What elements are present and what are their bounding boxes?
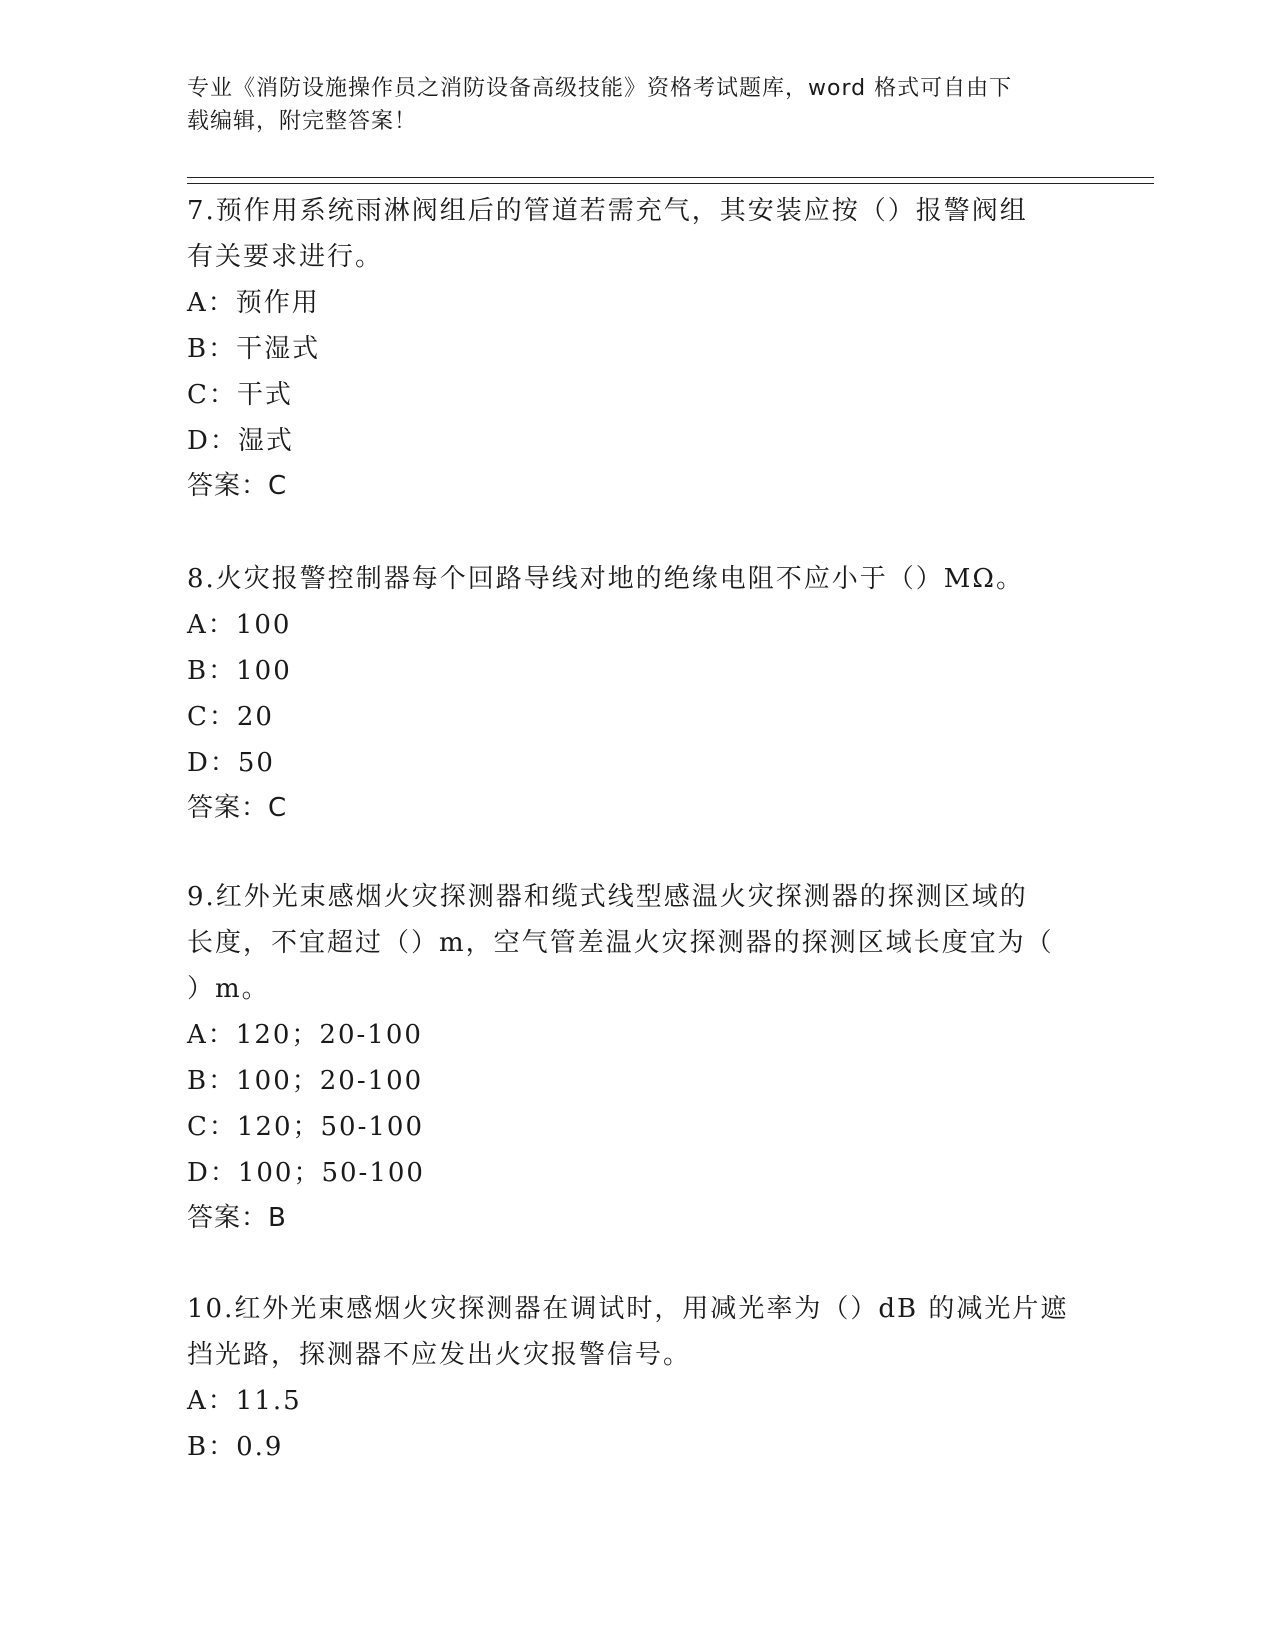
question-stem-line: 9.红外光束感烟火灾探测器和缆式线型感温火灾探测器的探测区域的	[187, 882, 1028, 912]
question-stem-line: 7.预作用系统雨淋阀组后的管道若需充气，其安装应按（）报警阀组	[187, 196, 1028, 226]
option-a: A：预作用	[187, 288, 320, 318]
question-stem-line: ）m。	[187, 974, 270, 1004]
question-9	[187, 874, 1087, 1240]
question-10	[187, 1286, 1087, 1470]
option-c: C：干式	[187, 380, 293, 410]
question-stem-line: 挡光路，探测器不应发出火灾报警信号。	[187, 1340, 692, 1370]
option-b: B：0.9	[187, 1432, 284, 1462]
option-d: D：湿式	[187, 426, 294, 456]
question-8	[187, 556, 1087, 830]
answer: 答案：B	[187, 1203, 287, 1233]
option-d: D：100；50-100	[187, 1158, 425, 1188]
question-stem-line: 有关要求进行。	[187, 242, 384, 272]
question-7	[187, 188, 1087, 508]
option-a: A：120；20-100	[187, 1020, 423, 1050]
option-c: C：20	[187, 702, 274, 732]
option-b: B：干湿式	[187, 334, 321, 364]
question-stem-line: 长度，不宜超过（）m，空气管差温火灾探测器的探测区域长度宜为（	[187, 928, 1054, 958]
option-a: A：11.5	[187, 1386, 302, 1416]
option-b: B：100；20-100	[187, 1066, 424, 1096]
header-line-1: 专业《消防设施操作员之消防设备高级技能》资格考试题库，word 格式可自由下	[187, 76, 1013, 101]
option-b: B：100	[187, 656, 292, 686]
header-divider-top	[187, 177, 1154, 178]
header-divider-bottom	[187, 183, 1154, 184]
document-header	[187, 72, 1067, 138]
option-a: A：100	[187, 610, 292, 640]
question-stem-line: 8.火灾报警控制器每个回路导线对地的绝缘电阻不应小于（）MΩ。	[187, 564, 1024, 594]
header-line-2: 载编辑，附完整答案！	[187, 109, 418, 134]
question-stem-line: 10.红外光束感烟火灾探测器在调试时，用减光率为（）dB 的减光片遮	[187, 1294, 1069, 1324]
option-c: C：120；50-100	[187, 1112, 425, 1142]
answer: 答案：C	[187, 793, 288, 823]
option-d: D：50	[187, 748, 275, 778]
answer: 答案：C	[187, 471, 288, 501]
